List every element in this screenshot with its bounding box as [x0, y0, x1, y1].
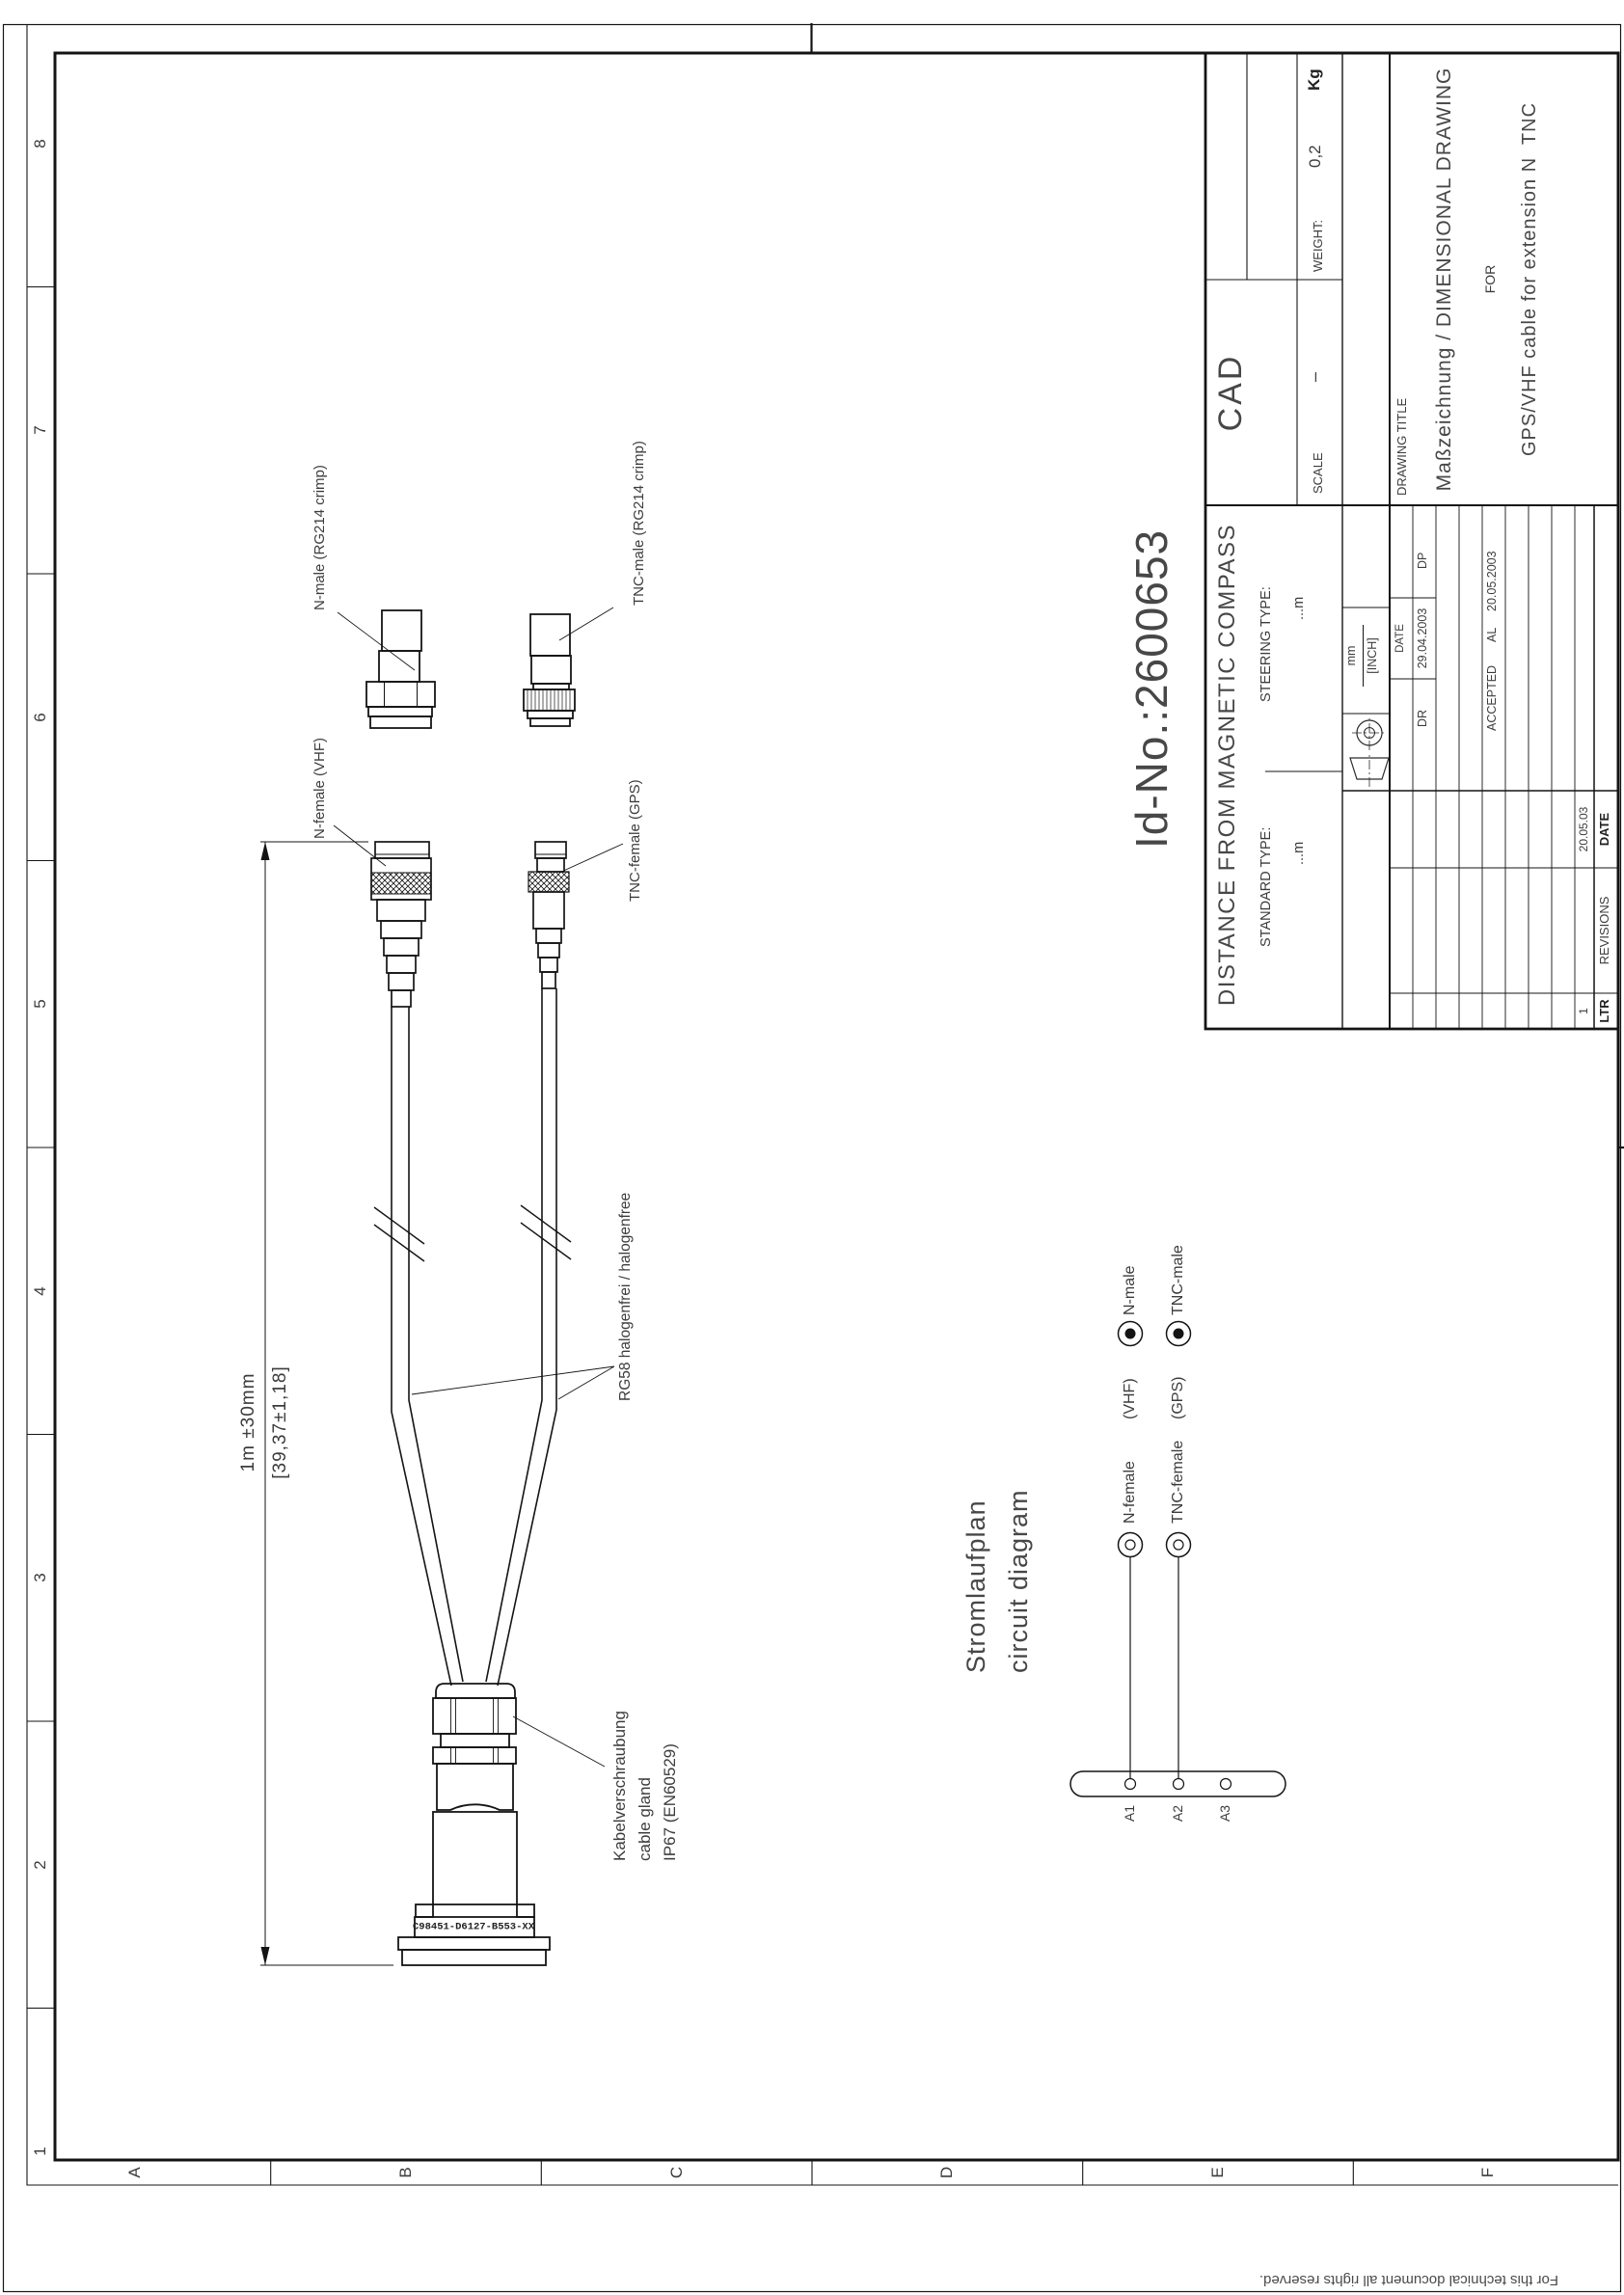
accepted-by: AL — [1485, 627, 1499, 642]
drawing-title-label: DRAWING TITLE — [1394, 397, 1409, 496]
zone-row-a: A — [125, 2167, 144, 2178]
standard-type-label: STANDARD TYPE: — [1259, 826, 1274, 947]
scale-label: SCALE — [1311, 452, 1325, 494]
rev-entry-date: 20.05.03 — [1577, 806, 1590, 852]
dimension-mm: 1m ±30mm — [238, 1372, 258, 1472]
cad-stamp: CAD — [1212, 353, 1249, 432]
n-female-connector — [334, 825, 463, 1686]
rights-note: For this technical document all rights reserved. — [1259, 2272, 1558, 2288]
date-column-header: DATE — [1394, 624, 1406, 653]
zone-row-b: B — [396, 2167, 415, 2178]
rev-ltr-header: LTR — [1597, 999, 1611, 1023]
zone-row-f: F — [1478, 2167, 1497, 2178]
terminal-a1-label: A1 — [1122, 1805, 1137, 1822]
zone-col-1: 1 — [31, 2146, 49, 2156]
distance-header: DISTANCE FROM MAGNETIC COMPASS — [1214, 523, 1240, 1007]
accepted-date: 20.05.2003 — [1485, 551, 1499, 611]
gland-label-line2: cable gland — [636, 1777, 654, 1861]
drawn-label: DR — [1416, 709, 1429, 727]
weight-value: 0,2 — [1306, 145, 1324, 168]
drawn-date: 29.04.2003 — [1416, 608, 1429, 669]
circuit-row2-band-label: (GPS) — [1170, 1376, 1186, 1419]
zone-col-2: 2 — [31, 1860, 49, 1870]
weight-unit: Kg — [1305, 68, 1323, 91]
accepted-label: ACCEPTED — [1485, 664, 1499, 731]
label-n-male: N-male (RG214 crimp) — [311, 465, 328, 610]
gland-label-line1: Kabelverschraubung — [610, 1711, 629, 1861]
label-tnc-female: TNC-female (GPS) — [627, 779, 643, 902]
circuit-title-de: Stromlaufplan — [961, 1499, 990, 1673]
zone-row-d: D — [937, 2166, 956, 2179]
circuit-row1-band-label: (VHF) — [1122, 1378, 1138, 1419]
units-inch: [INCH] — [1366, 637, 1379, 674]
rev-entry-number: 1 — [1577, 1008, 1590, 1014]
circuit-title-en: circuit diagram — [1004, 1489, 1033, 1673]
tnc-male-connector — [524, 608, 613, 726]
label-cable-type: RG58 halogenfrei / halogenfree — [617, 1192, 634, 1401]
zone-col-7: 7 — [31, 425, 49, 435]
gland-label-line3: IP67 (EN60529) — [661, 1743, 679, 1861]
dimension-inch: [39,37±1,18] — [270, 1365, 290, 1479]
part-number: C98451-D6127-B553-XX — [412, 1921, 535, 1933]
cable-label-leaders — [412, 1366, 614, 1399]
scale-value: – — [1305, 371, 1324, 382]
circuit-row2-male-label: TNC-male — [1170, 1245, 1186, 1315]
n-male-connector — [338, 610, 435, 728]
terminal-a3-label: A3 — [1217, 1805, 1232, 1822]
tnc-female-connector — [486, 842, 623, 1686]
weight-label: WEIGHT: — [1311, 219, 1325, 272]
drawing-title-line1: Maßzeichnung / DIMENSIONAL DRAWING — [1433, 67, 1455, 492]
circuit-row1-female-label: N-female — [1122, 1461, 1138, 1524]
zone-row-c: C — [667, 2166, 686, 2179]
rev-revisions-header: REVISIONS — [1597, 896, 1611, 965]
zone-col-5: 5 — [31, 999, 49, 1009]
zone-col-6: 6 — [31, 713, 49, 722]
units-mm: mm — [1344, 645, 1358, 666]
standard-type-value: ...m — [1291, 841, 1307, 865]
zone-col-3: 3 — [31, 1573, 49, 1582]
projection-symbol-icon — [1350, 716, 1389, 787]
drawing-title-line2: FOR — [1482, 264, 1498, 294]
id-number: Id-No.:2600653 — [1126, 528, 1177, 849]
sheet-frame — [4, 23, 1624, 2292]
zone-col-4: 4 — [31, 1286, 49, 1296]
steering-type-label: STEERING TYPE: — [1259, 586, 1274, 702]
drawn-by: DP — [1416, 552, 1429, 569]
label-tnc-male: TNC-male (RG214 crimp) — [631, 441, 647, 606]
terminal-a2-label: A2 — [1170, 1805, 1185, 1822]
rev-date-header: DATE — [1597, 812, 1611, 847]
circuit-row1-male-label: N-male — [1122, 1265, 1138, 1315]
label-n-female: N-female (VHF) — [311, 737, 328, 839]
zone-row-e: E — [1208, 2167, 1227, 2178]
zone-col-8: 8 — [31, 139, 49, 148]
drawing-title-line3: GPS/VHF cable for extension N TNC — [1519, 101, 1540, 457]
steering-type-value: ...m — [1291, 596, 1307, 620]
circuit-row2-female-label: TNC-female — [1170, 1440, 1186, 1524]
